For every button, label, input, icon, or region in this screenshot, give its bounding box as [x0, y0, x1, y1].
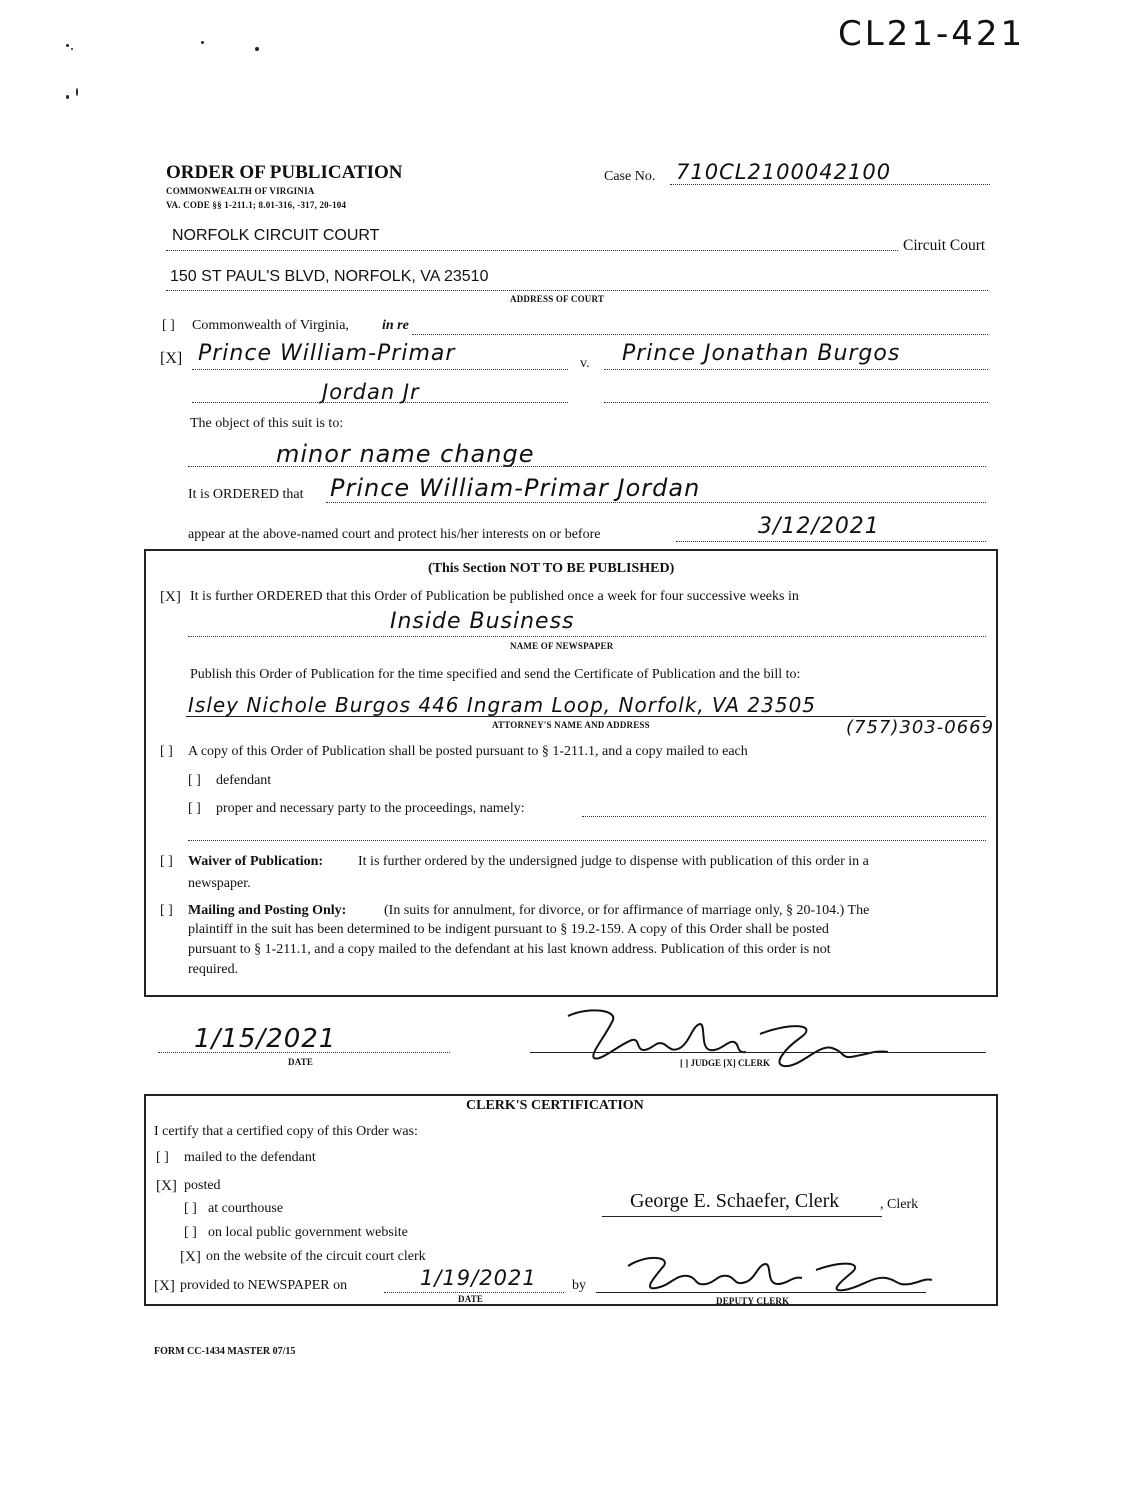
not-published-heading: (This Section NOT TO BE PUBLISHED) — [428, 561, 675, 576]
clerk-cert-heading: CLERK'S CERTIFICATION — [466, 1098, 644, 1113]
ordered-prefix: It is ORDERED that — [188, 487, 304, 502]
corner-case-note: CL21-421 — [838, 14, 1026, 54]
waiver-text-cont: newspaper. — [188, 876, 251, 891]
posted-checkbox: [X] — [156, 1178, 177, 1194]
case-number-label: Case No. — [604, 169, 656, 184]
deputy-clerk-signature — [616, 1250, 936, 1296]
attorney-caption: ATTORNEY'S NAME AND ADDRESS — [492, 720, 650, 730]
plaintiff-line-1 — [192, 369, 568, 370]
mailing-text-3: pursuant to § 1-211.1, and a copy mailed to the defendant at his last known address. Publication of this order is not — [188, 942, 831, 957]
waiver-checkbox: [ ] — [160, 854, 173, 869]
scan-speck — [76, 88, 78, 96]
courthouse-checkbox: [ ] — [184, 1201, 197, 1216]
publish-instructions: Publish this Order of Publication for the time specified and send the Certificate of Publication and the bill to: — [190, 667, 801, 682]
by-label: by — [572, 1278, 586, 1293]
mailed-label: mailed to the defendant — [184, 1150, 316, 1165]
plaintiff-name: Prince William-Primar — [198, 341, 456, 366]
provided-checkbox: [X] — [154, 1278, 175, 1294]
ordered-name-line — [326, 502, 986, 503]
case-number-line — [670, 184, 990, 185]
plaintiff-name-cont: Jordan Jr — [322, 380, 420, 404]
defendant-checkbox: [ ] — [188, 773, 201, 788]
clerk-signature-line — [530, 1052, 986, 1053]
mailing-text-1: (In suits for annulment, for divorce, or for affirmance of marriage only, § 20-104.) The — [384, 903, 870, 918]
order-date: 1/15/2021 — [194, 1024, 337, 1054]
scan-speck — [66, 44, 69, 47]
court-name: NORFOLK CIRCUIT COURT — [172, 227, 380, 244]
deputy-clerk-line — [596, 1292, 926, 1293]
further-ordered-text: It is further ORDERED that this Order of Publication be published once a week for four successive weeks in — [190, 589, 799, 604]
clerk-cert-intro: I certify that a certified copy of this Order was: — [154, 1124, 418, 1139]
object-line — [188, 466, 986, 467]
proper-party-line-2 — [188, 840, 986, 841]
defendant-line-2 — [604, 402, 988, 403]
form-subtitle: COMMONWEALTH OF VIRGINIA — [166, 186, 315, 196]
newspaper-line — [188, 636, 986, 637]
in-re-label: in re — [382, 318, 409, 333]
court-address: 150 ST PAUL'S BLVD, NORFOLK, VA 23510 — [170, 268, 489, 285]
local-website-checkbox: [ ] — [184, 1225, 197, 1240]
deputy-clerk-caption: DEPUTY CLERK — [716, 1296, 790, 1306]
provided-date: 1/19/2021 — [420, 1266, 537, 1290]
clerk-signature — [560, 1004, 900, 1084]
versus-label: v. — [580, 356, 590, 371]
appear-date: 3/12/2021 — [758, 514, 880, 539]
mailing-text-4: required. — [188, 962, 239, 977]
object-value: minor name change — [276, 440, 535, 468]
clerk-name-line — [602, 1216, 882, 1217]
scan-speck — [66, 95, 69, 99]
mailing-label: Mailing and Posting Only: — [188, 903, 347, 918]
clerk-name: George E. Schaefer, Clerk — [630, 1190, 840, 1212]
object-label: The object of this suit is to: — [190, 416, 344, 431]
appear-text: appear at the above-named court and protect his/her interests on or before — [188, 527, 601, 542]
proper-party-label: proper and necessary party to the proceedings, namely: — [216, 801, 525, 816]
defendant-name: Prince Jonathan Burgos — [622, 341, 901, 366]
provided-date-caption: DATE — [458, 1294, 484, 1304]
code-reference: VA. CODE §§ 1-211.1; 8.01-316, -317, 20-104 — [166, 200, 347, 210]
clerk-website-checkbox: [X] — [180, 1249, 201, 1265]
copy-posted-text: A copy of this Order of Publication shall be posted pursuant to § 1-211.1, and a copy mailed to each — [188, 744, 748, 759]
proper-party-checkbox: [ ] — [188, 801, 201, 816]
court-suffix: Circuit Court — [903, 237, 986, 254]
posted-label: posted — [184, 1178, 221, 1193]
commonwealth-checkbox: [ ] — [162, 318, 175, 333]
form-title: ORDER OF PUBLICATION — [166, 162, 403, 183]
ordered-name: Prince William-Primar Jordan — [330, 474, 701, 502]
provided-date-line — [384, 1292, 564, 1293]
in-re-line — [412, 334, 988, 335]
mailed-checkbox: [ ] — [156, 1150, 169, 1165]
order-date-caption: DATE — [288, 1057, 314, 1067]
party-checkbox: [X] — [160, 350, 183, 367]
plaintiff-line-2 — [192, 402, 568, 403]
form-id: FORM CC-1434 MASTER 07/15 — [154, 1346, 296, 1357]
clerk-suffix: , Clerk — [880, 1197, 919, 1212]
clerk-website-label: on the website of the circuit court clerk — [206, 1249, 426, 1264]
appear-date-line — [676, 541, 986, 542]
local-website-label: on local public government website — [208, 1225, 408, 1240]
order-date-line — [158, 1052, 450, 1053]
defendant-label: defendant — [216, 773, 272, 788]
signer-role-caption: [ ] JUDGE [X] CLERK — [680, 1058, 770, 1068]
court-address-caption: ADDRESS OF COURT — [510, 294, 605, 304]
waiver-label: Waiver of Publication: — [188, 854, 324, 869]
attorney-phone: (757)303-0669 — [846, 717, 995, 738]
further-ordered-checkbox: [X] — [160, 589, 181, 605]
newspaper-name: Inside Business — [390, 609, 575, 634]
court-address-line — [166, 290, 988, 291]
waiver-text: It is further ordered by the undersigned judge to dispense with publication of this order in a — [358, 854, 869, 869]
provided-label: provided to NEWSPAPER on — [180, 1278, 348, 1293]
attorney-name-address: Isley Nichole Burgos 446 Ingram Loop, Norfolk, VA 23505 — [188, 693, 817, 717]
court-name-line — [166, 250, 898, 251]
case-number-value: 710CL2100042100 — [676, 160, 892, 184]
courthouse-label: at courthouse — [208, 1201, 284, 1216]
scan-speck — [201, 41, 204, 44]
defendant-line-1 — [604, 369, 988, 370]
scan-speck — [255, 47, 259, 51]
scan-speck — [71, 48, 73, 50]
mailing-text-2: plaintiff in the suit has been determined to be indigent pursuant to § 19.2-159. A copy of this Order shall be posted — [188, 922, 829, 937]
newspaper-caption: NAME OF NEWSPAPER — [510, 641, 614, 651]
mailing-checkbox: [ ] — [160, 903, 173, 918]
proper-party-line — [582, 816, 986, 817]
commonwealth-label: Commonwealth of Virginia, — [192, 318, 349, 333]
copy-posted-checkbox: [ ] — [160, 744, 173, 759]
